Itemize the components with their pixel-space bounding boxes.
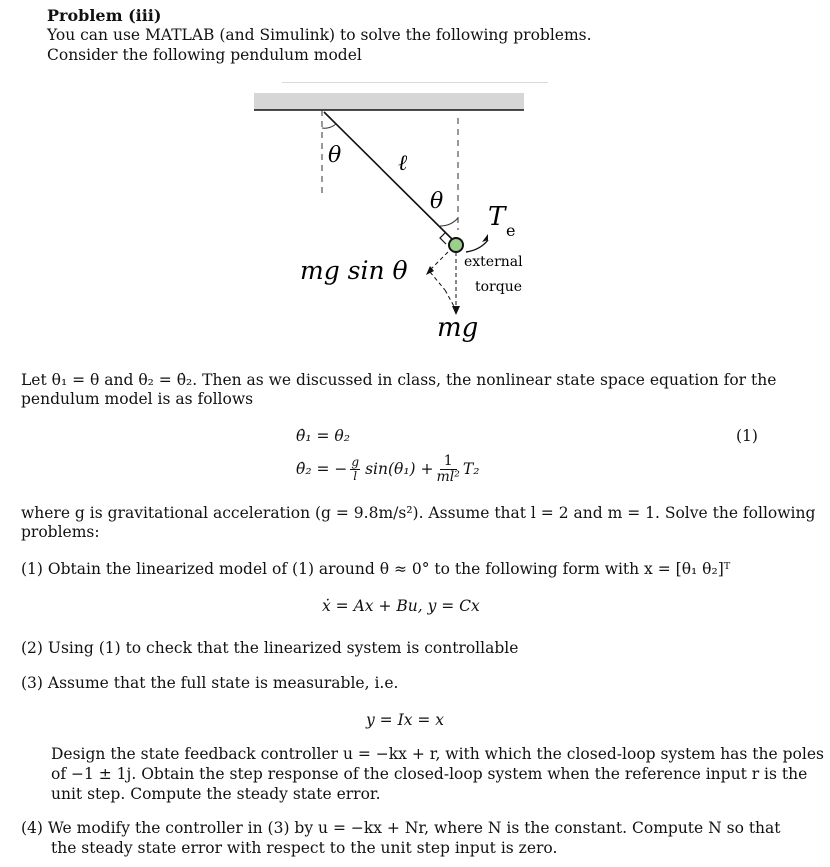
- state-eq-1: θ̇₁ = θ₂: [296, 427, 350, 445]
- equation-number: (1): [736, 427, 758, 445]
- eq2-left: θ̇₂ = −: [296, 460, 348, 478]
- frac-1-over-ml2: [437, 454, 460, 485]
- frac2-den: ml²: [436, 468, 460, 485]
- pendulum-figure: [240, 80, 560, 350]
- frac-g-num: g: [351, 454, 360, 469]
- right-angle-marker: [440, 232, 446, 244]
- state-eq-2: [296, 452, 479, 486]
- problem-4-line-2: the steady state error with respect to the unit step input is zero.: [51, 839, 558, 857]
- problem-3: (3) Assume that the full state is measurable, i.e.: [21, 674, 399, 692]
- theta-arc-mid: [440, 218, 458, 226]
- torque-label: torque: [475, 279, 523, 295]
- theta-label-top: θ: [328, 143, 342, 168]
- problem-title: Problem (iii): [47, 6, 162, 25]
- intro-paragraph-line-1: Let θ₁ = θ and θ₂ = θ̇₂. Then as we discussed in class, the nonlinear state space equation for the: [21, 371, 777, 389]
- theta-arc-top: [322, 124, 336, 128]
- problem-2: (2) Using (1) to check that the linearized system is controllable: [21, 639, 519, 657]
- te-label: T: [488, 202, 506, 232]
- te-subscript: e: [506, 221, 516, 240]
- external-label: external: [464, 254, 523, 270]
- problem-3-body-3: unit step. Compute the steady state error.: [51, 785, 381, 803]
- mg-sin-label: mg sin θ: [300, 256, 408, 285]
- torque-arrow: [466, 240, 488, 252]
- where-line-2: problems:: [21, 523, 100, 541]
- problem-3-body-2: of −1 ± 1j. Obtain the step response of the closed-loop system when the reference input r is the: [51, 765, 808, 783]
- problem-3-body-1: Design the state feedback controller u = −kx + r, with which the closed-loop system has the poles: [51, 745, 824, 763]
- problem-1: (1) Obtain the linearized model of (1) around θ ≈ 0° to the following form with x = [θ₁ θ₂]ᵀ: [21, 560, 731, 578]
- intro-paragraph-line-2: pendulum model is as follows: [21, 390, 254, 408]
- pendulum-rod: [324, 112, 455, 242]
- problem-3-equation: y = Ix = x: [366, 711, 445, 729]
- intro-line-1: You can use MATLAB (and Simulink) to solve the following problems.: [47, 26, 592, 44]
- ell-label: ℓ: [398, 151, 408, 176]
- mg-label: mg: [437, 313, 479, 343]
- component-dashed-1: [430, 272, 445, 290]
- frac-g-den: l: [353, 468, 358, 483]
- pendulum-bob: [449, 238, 463, 252]
- problem-4-line-1: (4) We modify the controller in (3) by u = −kx + Nr, where N is the constant. Compute N so that: [21, 819, 781, 837]
- frac2-num: 1: [440, 454, 457, 470]
- eq2-end: T₂: [462, 460, 480, 478]
- where-line-1: where g is gravitational acceleration (g = 9.8m/s²). Assume that l = 2 and m = 1. Solve the following: [21, 504, 816, 522]
- ceiling-block: [254, 93, 524, 110]
- frac-g-over-l: [350, 456, 360, 483]
- problem-1-equation: ẋ = Ax + Bu, y = Cx: [322, 597, 480, 615]
- eq2-mid: sin(θ₁) +: [365, 460, 434, 478]
- intro-line-2: Consider the following pendulum model: [47, 46, 362, 64]
- theta-label-mid: θ: [430, 189, 444, 214]
- mgsin-arrow-line: [430, 252, 448, 270]
